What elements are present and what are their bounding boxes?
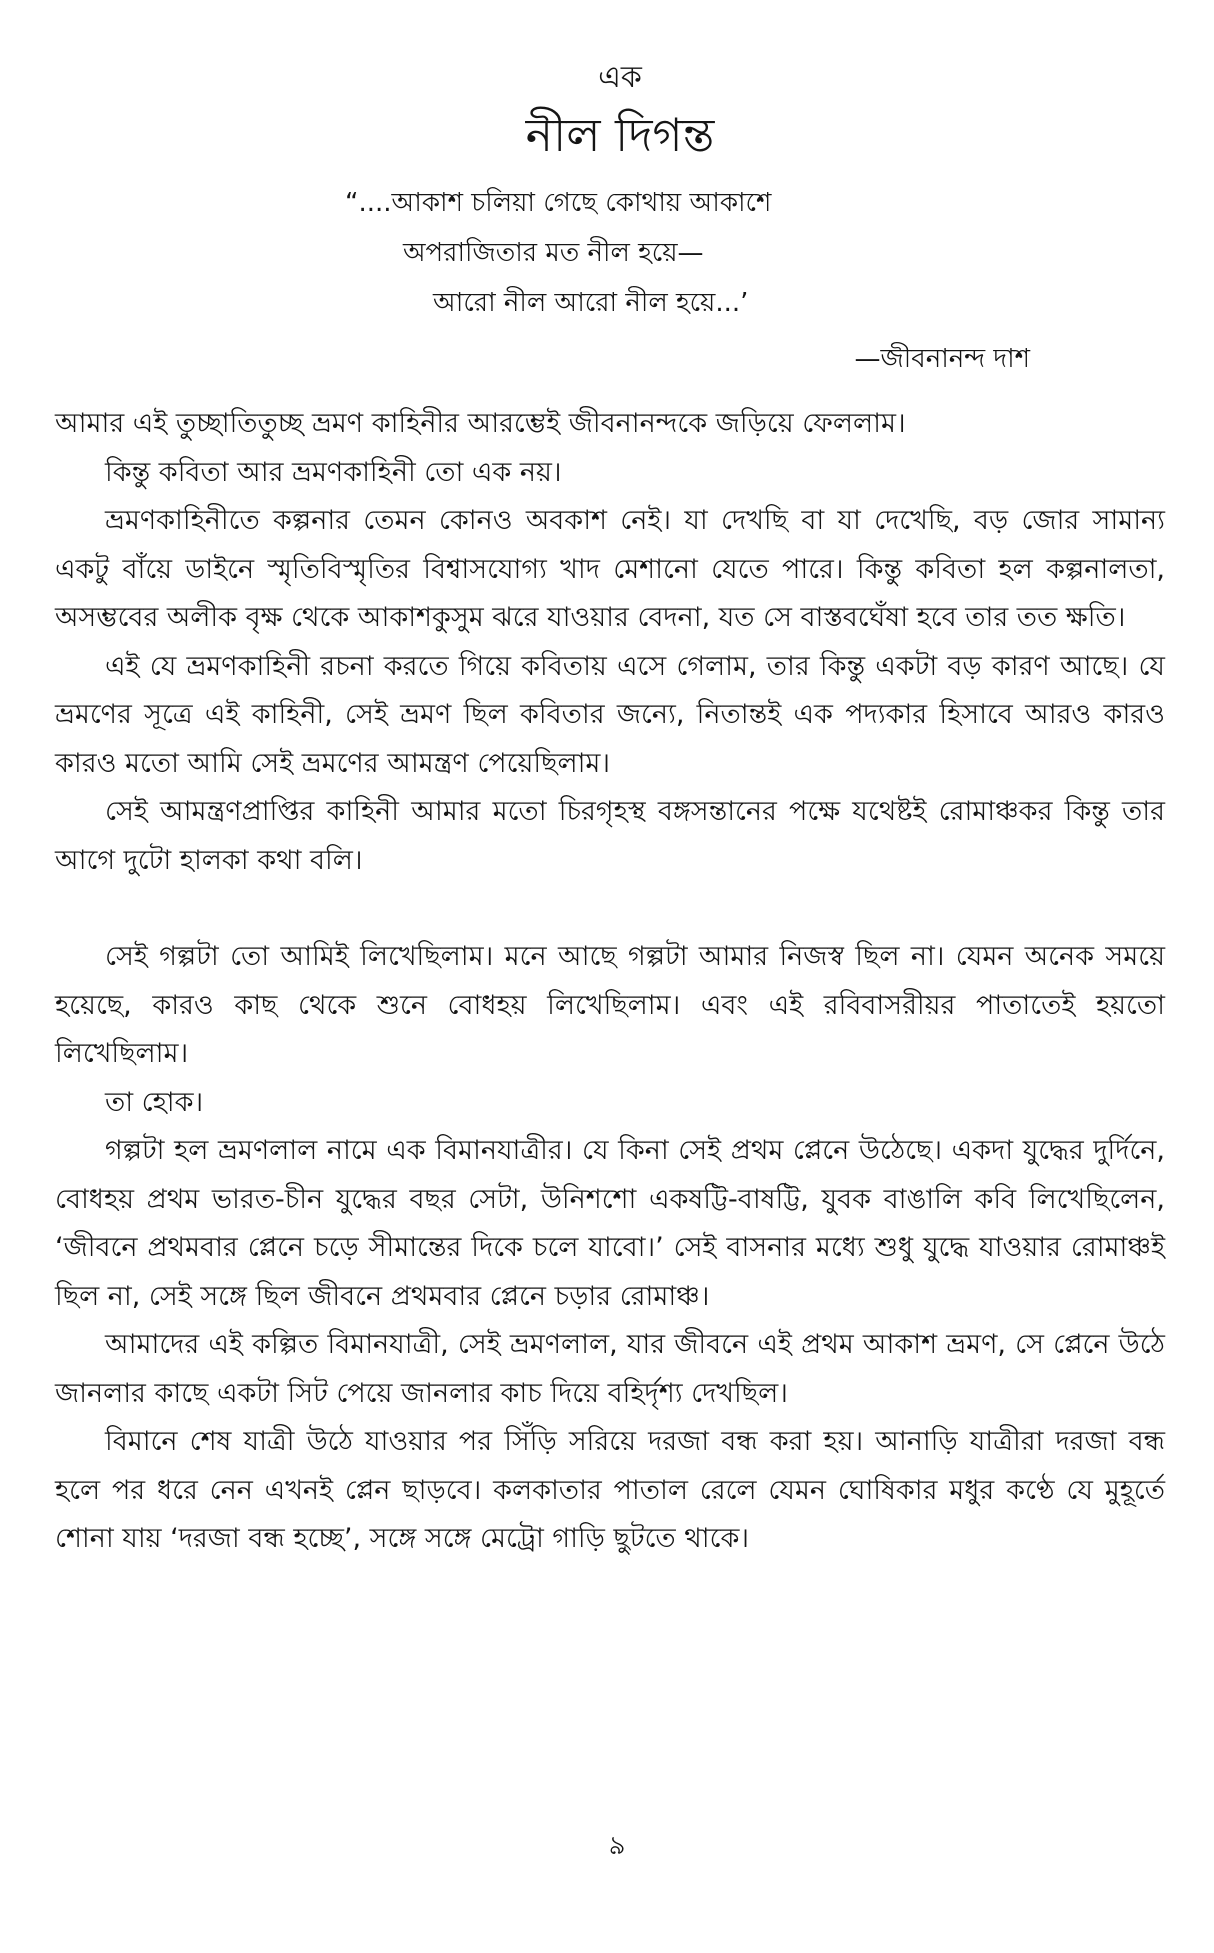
epigraph-line: আরো নীল আরো নীল হয়ে...’ (433, 288, 749, 318)
paragraph: গল্পটা হল ভ্রমণলাল নামে এক বিমানযাত্রীর। যে কিনা সেই প্রথম প্লেনে উঠেছে। একদা যুদ্ধের দুর্দিনে, বোধহয় প্রথম ভারত-চীন যুদ্ধের বছর সেটা, উনিশশো একষট্টি-বাষট্টি, যুবক বাঙালি কবি লিখেছিলেন, ‘জীবনে প্রথমবার প্লেনে চড়ে সীমান্তের দিকে চলে যাবো।’ সেই বাসনার মধ্যে শুধু যুদ্ধে যাওয়ার রোমাঞ্চই ছিল না, সেই সঙ্গে ছিল জীবনে প্রথমবার প্লেনে চড়ার রোমাঞ্চ। (55, 1135, 1165, 1312)
paragraph: সেই গল্পটা তো আমিই লিখেছিলাম। মনে আছে গল্পটা আমার নিজস্ব ছিল না। যেমন অনেক সময়ে হয়েছে, কারও কাছ থেকে শুনে বোধহয় লিখেছিলাম। এবং এই রবিবাসরীয়র পাতাতেই হয়তো লিখেছিলাম। (55, 941, 1165, 1069)
paragraph: কিন্তু কবিতা আর ভ্রমণকাহিনী তো এক নয়। (105, 456, 562, 488)
paragraph: সেই আমন্ত্রণপ্রাপ্তির কাহিনী আমার মতো চিরগৃহস্থ বঙ্গসন্তানের পক্ষে যথেষ্টই রোমাঞ্চকর কিন্তু তার আগে দুটো হালকা কথা বলি। (55, 796, 1165, 876)
epigraph-line: অপরাজিতার মত নীল হয়ে— (403, 238, 704, 268)
paragraph: বিমানে শেষ যাত্রী উঠে যাওয়ার পর সিঁড়ি সরিয়ে দরজা বন্ধ করা হয়। আনাড়ি যাত্রীরা দরজা বন্ধ হলে পর ধরে নেন এখনই প্লেন ছাড়বে। কলকাতার পাতাল রেলে যেমন ঘোষিকার মধুর কণ্ঠে যে মুহূর্তে শোনা যায় ‘দরজা বন্ধ হচ্ছে’, সঙ্গে সঙ্গে মেট্রো গাড়ি ছুটতে থাকে। (55, 1426, 1165, 1554)
body-text (55, 400, 1165, 1564)
page-number: ৯ (608, 1831, 626, 1861)
paragraph: এই যে ভ্রমণকাহিনী রচনা করতে গিয়ে কবিতায় এসে গেলাম, তার কিন্তু একটা বড় কারণ আছে। যে ভ্রমণের সূত্রে এই কাহিনী, সেই ভ্রমণ ছিল কবিতার জন্যে, নিতান্তই এক পদ্যকার হিসাবে আরও কারও কারও মতো আমি সেই ভ্রমণের আমন্ত্রণ পেয়েছিলাম। (55, 650, 1165, 779)
book-page (55, 58, 1165, 1918)
epigraph (55, 178, 1165, 328)
chapter-number: এক (598, 60, 642, 95)
paragraph: ভ্রমণকাহিনীতে কল্পনার তেমন কোনও অবকাশ নেই। যা দেখছি বা যা দেখেছি, বড় জোর সামান্য একটু বাঁয়ে ডাইনে স্মৃতিবিস্মৃতির বিশ্বাসযোগ্য খাদ মেশানো যেতে পারে। কিন্তু কবিতা হল কল্পনালতা, অসম্ভবের অলীক বৃক্ষ থেকে আকাশকুসুম ঝরে যাওয়ার বেদনা, যত সে বাস্তবঘেঁষা হবে তার তত ক্ষতি। (55, 505, 1165, 633)
epigraph-line: “....আকাশ চলিয়া গেছে কোথায় আকাশে (345, 188, 772, 218)
paragraph: আমার এই তুচ্ছাতিতুচ্ছ ভ্রমণ কাহিনীর আরম্ভেই জীবনানন্দকে জড়িয়ে ফেললাম। (55, 408, 906, 439)
epigraph-author: —জীবনানন্দ দাশ (854, 344, 1030, 374)
chapter-title: নীল দিগন্ত (525, 108, 715, 162)
paragraph: আমাদের এই কল্পিত বিমানযাত্রী, সেই ভ্রমণলাল, যার জীবনে এই প্রথম আকাশ ভ্রমণ, সে প্লেনে উঠে জানলার কাছে একটা সিট পেয়ে জানলার কাচ দিয়ে বহির্দৃশ্য দেখছিল। (55, 1329, 1165, 1409)
paragraph: তা হোক। (105, 1086, 204, 1118)
